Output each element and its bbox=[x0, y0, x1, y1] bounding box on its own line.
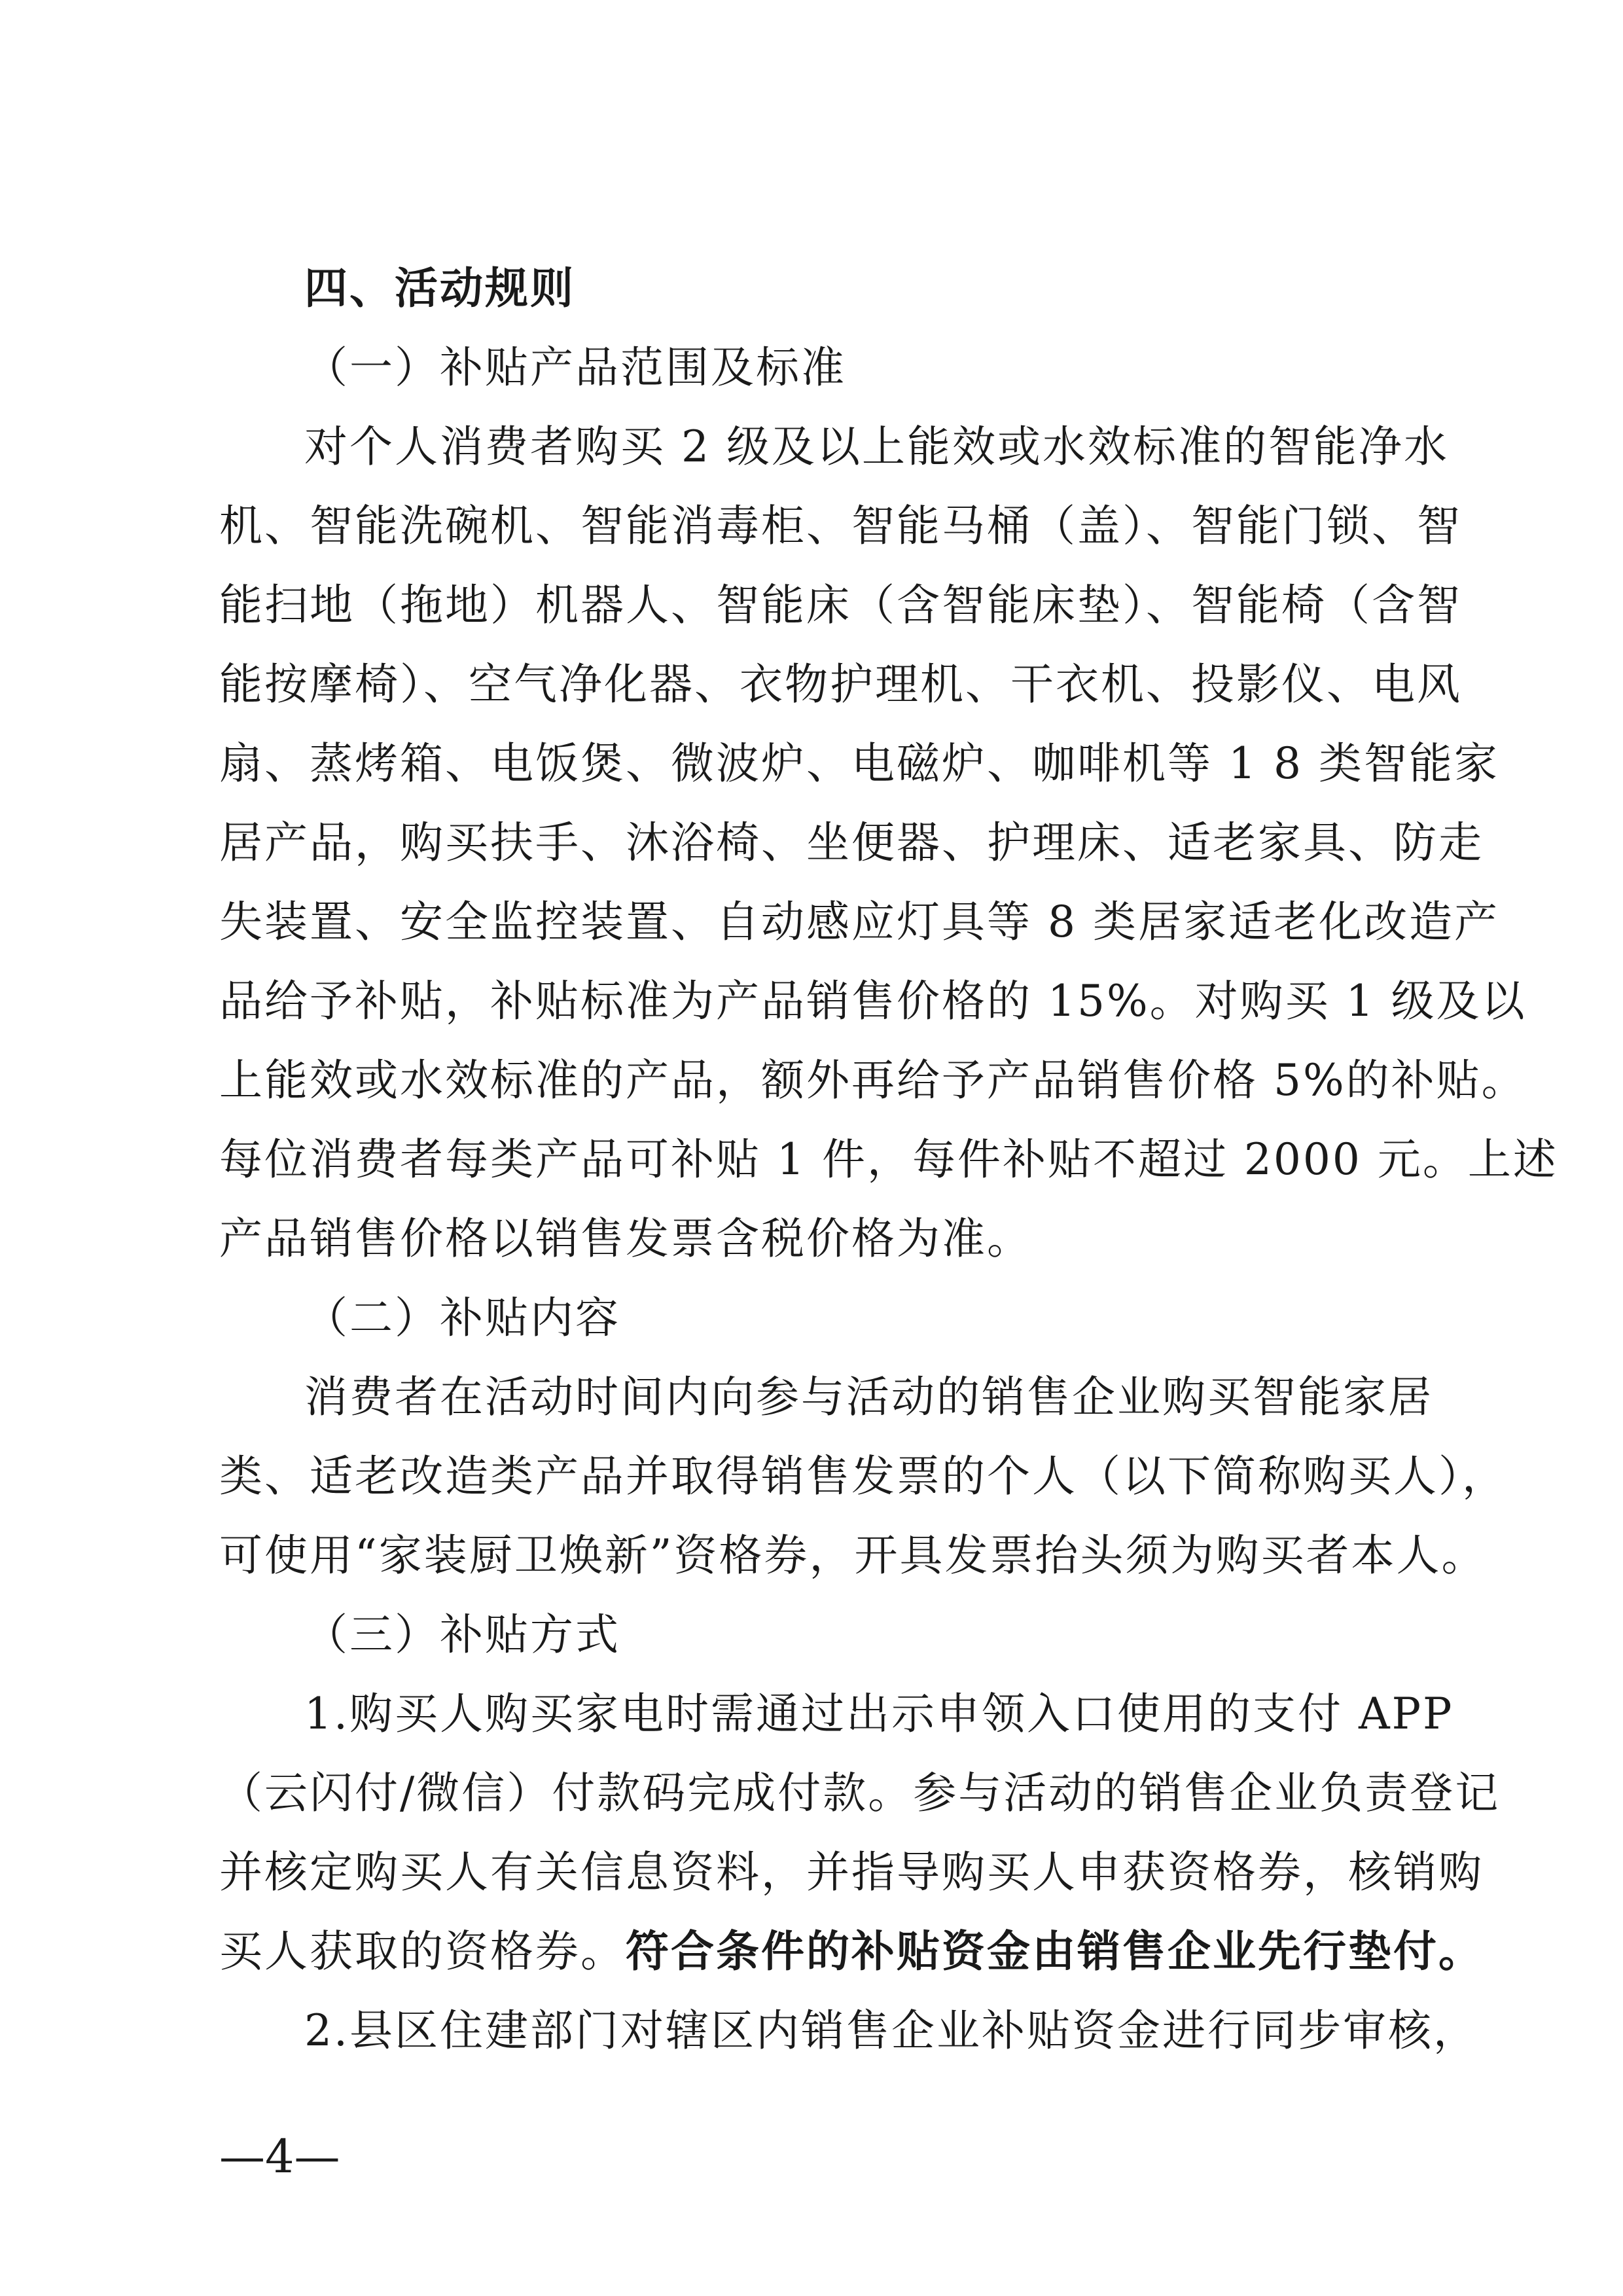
text-line-content: 上能效或水效标准的产品，额外再给予产品销售价格 5%的补贴。 bbox=[219, 1055, 1527, 1105]
text-line bbox=[219, 1833, 1484, 1912]
text-line bbox=[219, 407, 1449, 486]
text-line bbox=[219, 803, 1484, 882]
text-line-content: 能按摩椅）、空气净化器、衣物护理机、干衣机、投影仪、电风 bbox=[219, 659, 1462, 709]
text-line-content: 消费者在活动时间内向参与活动的销售企业购买智能家居 bbox=[304, 1372, 1433, 1422]
text-line bbox=[219, 328, 1417, 407]
text-line bbox=[219, 1674, 1454, 1753]
text-line bbox=[219, 1595, 1417, 1674]
text-line bbox=[219, 724, 1499, 803]
text-line-content: 类、适老改造类产品并取得销售发票的个人（以下简称购买人）， bbox=[219, 1451, 1507, 1501]
text-line-content: 产品销售价格以销售发票含税价格为准。 bbox=[219, 1213, 1032, 1264]
text-line bbox=[219, 1199, 1417, 1278]
text-line-content: 品给予补贴，补贴标准为产品销售价格的 15%。对购买 1 级及以 bbox=[219, 976, 1527, 1026]
text-line bbox=[219, 1437, 1507, 1516]
text-line-content: 并核定购买人有关信息资料，并指导购买人申获资格券，核销购 bbox=[219, 1847, 1484, 1897]
text-line bbox=[219, 1516, 1487, 1595]
text-line-content: 1.购买人购买家电时需通过出示申领入口使用的支付 APP bbox=[304, 1689, 1454, 1739]
text-line-content: 买人获取的资格券。 bbox=[219, 1926, 626, 1977]
text-line-content: （云闪付/微信）付款码完成付款。参与活动的销售企业负责登记 bbox=[219, 1768, 1501, 1818]
text-line-content: 居产品，购买扶手、沐浴椅、坐便器、护理床、适老家具、防走 bbox=[219, 817, 1484, 868]
text-line-content: 四、活动规则 bbox=[304, 263, 575, 314]
text-line bbox=[219, 1120, 1558, 1199]
text-line bbox=[219, 645, 1462, 724]
text-line-content: 对个人消费者购买 2 级及以上能效或水效标准的智能净水 bbox=[304, 422, 1449, 472]
text-line bbox=[219, 565, 1462, 645]
text-line-content: 2.县区住建部门对辖区内销售企业补贴资金进行同步审核， bbox=[304, 2005, 1478, 2056]
text-line-content: （二）补贴内容 bbox=[304, 1293, 620, 1343]
text-line-content: 扇、蒸烤箱、电饭煲、微波炉、电磁炉、咖啡机等 1 8 类智能家 bbox=[219, 738, 1499, 789]
page-number: —4— bbox=[219, 2130, 340, 2183]
text-line-content: 可使用“家装厨卫焕新”资格券，开具发票抬头须为购买者本人。 bbox=[219, 1530, 1487, 1581]
text-line bbox=[219, 1278, 1417, 1357]
section-heading bbox=[219, 249, 1417, 328]
text-line bbox=[219, 1753, 1501, 1833]
text-line bbox=[219, 1991, 1478, 2070]
text-line bbox=[219, 1041, 1527, 1120]
text-line bbox=[219, 1912, 1484, 1991]
text-line bbox=[219, 1357, 1433, 1437]
text-line-content: （一）补贴产品范围及标准 bbox=[304, 342, 846, 393]
text-line-content: 能扫地（拖地）机器人、智能床（含智能床垫）、智能椅（含智 bbox=[219, 580, 1462, 630]
text-line-content: 机、智能洗碗机、智能消毒柜、智能马桶（盖）、智能门锁、智 bbox=[219, 501, 1462, 551]
text-line bbox=[219, 961, 1527, 1041]
text-line-content: （三）补贴方式 bbox=[304, 1609, 620, 1660]
emphasized-text: 符合条件的补贴资金由销售企业先行垫付。 bbox=[626, 1926, 1484, 1977]
text-line bbox=[219, 882, 1499, 961]
text-line-content: 每位消费者每类产品可补贴 1 件，每件补贴不超过 2000 元。上述 bbox=[219, 1134, 1558, 1185]
document-body bbox=[219, 249, 1558, 2070]
text-line-content: 失装置、安全监控装置、自动感应灯具等 8 类居家适老化改造产 bbox=[219, 897, 1499, 947]
text-line bbox=[219, 486, 1462, 565]
